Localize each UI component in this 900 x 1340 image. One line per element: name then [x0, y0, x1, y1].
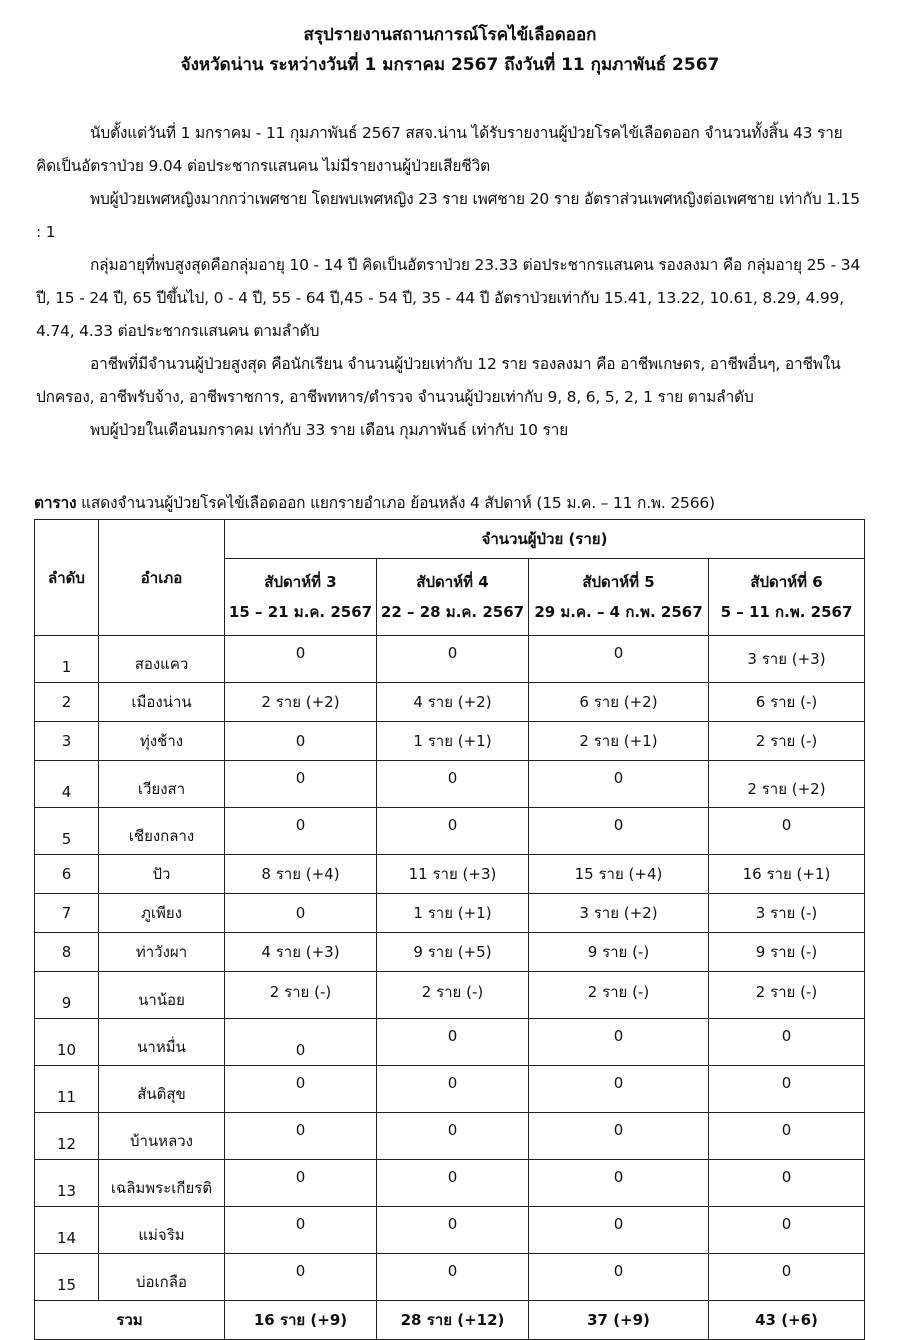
district-name: สันติสุข — [99, 1066, 225, 1113]
row-number: 6 — [35, 855, 99, 894]
cases-week-5: 0 — [529, 1066, 709, 1113]
district-name: ทุ่งช้าง — [99, 722, 225, 761]
report-title: สรุปรายงานสถานการณ์โรคไข้เลือดออก — [303, 25, 597, 45]
header-week: สัปดาห์ที่ 3 15 – 21 ม.ค. 2567 — [225, 559, 377, 636]
cases-week-5: 0 — [529, 1113, 709, 1160]
cases-week-4: 0 — [377, 1019, 529, 1066]
cases-week-4: 0 — [377, 1160, 529, 1207]
cases-week-3: 0 — [225, 1160, 377, 1207]
cases-week-6: 2 ราย (+2) — [709, 761, 865, 808]
table-row — [35, 894, 865, 933]
cases-week-5: 0 — [529, 808, 709, 855]
cases-week-3: 0 — [225, 636, 377, 683]
row-number: 2 — [35, 683, 99, 722]
report-title-block — [0, 20, 900, 80]
table-total-row — [35, 1301, 865, 1340]
cases-week-3: 2 ราย (+2) — [225, 683, 377, 722]
cases-week-3: 0 — [225, 1207, 377, 1254]
table-row — [35, 972, 865, 1019]
cases-week-6: 0 — [709, 1113, 865, 1160]
cases-week-4: 0 — [377, 1207, 529, 1254]
row-number: 14 — [35, 1207, 99, 1254]
header-week: สัปดาห์ที่ 5 29 ม.ค. – 4 ก.พ. 2567 — [529, 559, 709, 636]
cases-week-6: 2 ราย (-) — [709, 722, 865, 761]
cases-week-4: 0 — [377, 1254, 529, 1301]
district-cases-table — [34, 519, 865, 1340]
district-name: เชียงกลาง — [99, 808, 225, 855]
table-row — [35, 808, 865, 855]
cases-week-3: 0 — [225, 761, 377, 808]
cases-week-6: 0 — [709, 1019, 865, 1066]
cases-week-3: 0 — [225, 1254, 377, 1301]
cases-week-4: 4 ราย (+2) — [377, 683, 529, 722]
cases-week-3: 4 ราย (+3) — [225, 933, 377, 972]
row-number: 10 — [35, 1019, 99, 1066]
cases-week-3: 0 — [225, 894, 377, 933]
total-cell: 16 ราย (+9) — [225, 1301, 377, 1340]
paragraph-gender: พบผู้ป่วยเพศหญิงมากกว่าเพศชาย โดยพบเพศหญิง 23 ราย เพศชาย 20 ราย อัตราส่วนเพศหญิงต่อเพศชาย เท่ากับ 1.15 : 1 — [36, 190, 860, 241]
cases-week-3: 0 — [225, 722, 377, 761]
cases-week-3: 2 ราย (-) — [225, 972, 377, 1019]
header-week: สัปดาห์ที่ 4 22 – 28 ม.ค. 2567 — [377, 559, 529, 636]
district-name: บ่อเกลือ — [99, 1254, 225, 1301]
row-number: 5 — [35, 808, 99, 855]
cases-week-5: 0 — [529, 1160, 709, 1207]
table-caption-label: ตาราง — [34, 494, 77, 512]
district-name: บ้านหลวง — [99, 1113, 225, 1160]
row-number: 13 — [35, 1160, 99, 1207]
cases-week-5: 0 — [529, 636, 709, 683]
table-row — [35, 1113, 865, 1160]
table-header-row — [35, 520, 865, 559]
header-week: สัปดาห์ที่ 6 5 – 11 ก.พ. 2567 — [709, 559, 865, 636]
district-name: เมืองน่าน — [99, 683, 225, 722]
cases-week-5: 0 — [529, 761, 709, 808]
cases-week-6: 0 — [709, 1207, 865, 1254]
cases-week-6: 0 — [709, 1066, 865, 1113]
row-number: 3 — [35, 722, 99, 761]
row-number: 1 — [35, 636, 99, 683]
table-row — [35, 683, 865, 722]
cases-week-5: 0 — [529, 1254, 709, 1301]
cases-week-4: 0 — [377, 808, 529, 855]
district-name: เฉลิมพระเกียรติ — [99, 1160, 225, 1207]
cases-week-6: 0 — [709, 1160, 865, 1207]
cases-week-5: 0 — [529, 1207, 709, 1254]
cases-week-5: 0 — [529, 1019, 709, 1066]
cases-week-4: 1 ราย (+1) — [377, 894, 529, 933]
cases-week-5: 6 ราย (+2) — [529, 683, 709, 722]
header-district: อำเภอ — [99, 520, 225, 636]
table-row — [35, 761, 865, 808]
report-subtitle: จังหวัดน่าน ระหว่างวันที่ 1 มกราคม 2567 ถึงวันที่ 11 กุมภาพันธ์ 2567 — [180, 55, 720, 75]
cases-week-4: 0 — [377, 1113, 529, 1160]
paragraph-age: กลุ่มอายุที่พบสูงสุดคือกลุ่มอายุ 10 - 14 ปี คิดเป็นอัตราป่วย 23.33 ต่อประชากรแสนคน รองลงมา คือ กลุ่มอายุ 25 - 34 ปี, 15 - 24 ปี, 65 ปีขึ้นไป, 0 - 4 ปี, 55 - 64 ปี,45 - 54 ปี, 35 - 44 ปี อัตราป่วยเท่ากับ 15.41, 13.22, 10.61, 8.29, 4.99, 4.74, 4.33 ต่อประชากรแสนคน ตามลำดับ — [36, 256, 861, 340]
district-name: สองแคว — [99, 636, 225, 683]
table-row — [35, 933, 865, 972]
district-name: นาหมื่น — [99, 1019, 225, 1066]
row-number: 9 — [35, 972, 99, 1019]
cases-week-4: 0 — [377, 1066, 529, 1113]
table-caption — [34, 490, 874, 516]
total-label: รวม — [35, 1301, 225, 1340]
cases-week-3: 0 — [225, 1019, 377, 1066]
cases-week-4: 0 — [377, 636, 529, 683]
cases-week-4: 0 — [377, 761, 529, 808]
header-patient-count: จำนวนผู้ป่วย (ราย) — [225, 520, 865, 559]
row-number: 15 — [35, 1254, 99, 1301]
district-name: ท่าวังผา — [99, 933, 225, 972]
total-cell: 37 (+9) — [529, 1301, 709, 1340]
cases-week-4: 11 ราย (+3) — [377, 855, 529, 894]
district-name: แม่จริม — [99, 1207, 225, 1254]
district-name: ปัว — [99, 855, 225, 894]
row-number: 8 — [35, 933, 99, 972]
cases-week-6: 0 — [709, 808, 865, 855]
cases-week-4: 1 ราย (+1) — [377, 722, 529, 761]
cases-week-4: 2 ราย (-) — [377, 972, 529, 1019]
paragraph-occupation: อาชีพที่มีจำนวนผู้ป่วยสูงสุด คือนักเรียน จำนวนผู้ป่วยเท่ากับ 12 ราย รองลงมา คือ อาชีพเกษตร, อาชีพอื่นๆ, อาชีพในปกครอง, อาชีพรับจ้าง, อาชีพราชการ, อาชีพทหาร/ตำรวจ จำนวนผู้ป่วยเท่ากับ 9, 8, 6, 5, 2, 1 ราย ตามลำดับ — [36, 355, 841, 406]
paragraph-summary: นับตั้งแต่วันที่ 1 มกราคม - 11 กุมภาพันธ์ 2567 สสจ.น่าน ได้รับรายงานผู้ป่วยโรคไข้เลือดออก จำนวนทั้งสิ้น 43 ราย คิดเป็นอัตราป่วย 9.04 ต่อประชากรแสนคน ไม่มีรายงานผู้ป่วยเสียชีวิต — [36, 124, 843, 175]
table-row — [35, 722, 865, 761]
cases-week-6: 16 ราย (+1) — [709, 855, 865, 894]
cases-week-6: 9 ราย (-) — [709, 933, 865, 972]
row-number: 4 — [35, 761, 99, 808]
cases-week-5: 2 ราย (-) — [529, 972, 709, 1019]
cases-week-6: 0 — [709, 1254, 865, 1301]
cases-week-3: 8 ราย (+4) — [225, 855, 377, 894]
table-row — [35, 636, 865, 683]
cases-week-6: 3 ราย (-) — [709, 894, 865, 933]
cases-week-4: 9 ราย (+5) — [377, 933, 529, 972]
district-name: นาน้อย — [99, 972, 225, 1019]
cases-week-5: 2 ราย (+1) — [529, 722, 709, 761]
table-caption-text: แสดงจำนวนผู้ป่วยโรคไข้เลือดออก แยกรายอำเภอ ย้อนหลัง 4 สัปดาห์ (15 ม.ค. – 11 ก.พ. 2566) — [76, 494, 715, 512]
table-row — [35, 1019, 865, 1066]
total-cell: 43 (+6) — [709, 1301, 865, 1340]
table-row — [35, 1160, 865, 1207]
total-cell: 28 ราย (+12) — [377, 1301, 529, 1340]
row-number: 11 — [35, 1066, 99, 1113]
cases-week-5: 3 ราย (+2) — [529, 894, 709, 933]
cases-week-3: 0 — [225, 1113, 377, 1160]
cases-week-6: 3 ราย (+3) — [709, 636, 865, 683]
row-number: 12 — [35, 1113, 99, 1160]
cases-week-5: 9 ราย (-) — [529, 933, 709, 972]
report-body — [36, 117, 866, 447]
cases-week-6: 6 ราย (-) — [709, 683, 865, 722]
table-row — [35, 1254, 865, 1301]
cases-week-3: 0 — [225, 1066, 377, 1113]
header-order: ลำดับ — [35, 520, 99, 636]
table-row — [35, 855, 865, 894]
table-row — [35, 1207, 865, 1254]
row-number: 7 — [35, 894, 99, 933]
table-body — [35, 636, 865, 1301]
district-name: เวียงสา — [99, 761, 225, 808]
cases-week-3: 0 — [225, 808, 377, 855]
district-name: ภูเพียง — [99, 894, 225, 933]
paragraph-month: พบผู้ป่วยในเดือนมกราคม เท่ากับ 33 ราย เดือน กุมภาพันธ์ เท่ากับ 10 ราย — [90, 421, 569, 439]
cases-week-6: 2 ราย (-) — [709, 972, 865, 1019]
cases-week-5: 15 ราย (+4) — [529, 855, 709, 894]
table-row — [35, 1066, 865, 1113]
